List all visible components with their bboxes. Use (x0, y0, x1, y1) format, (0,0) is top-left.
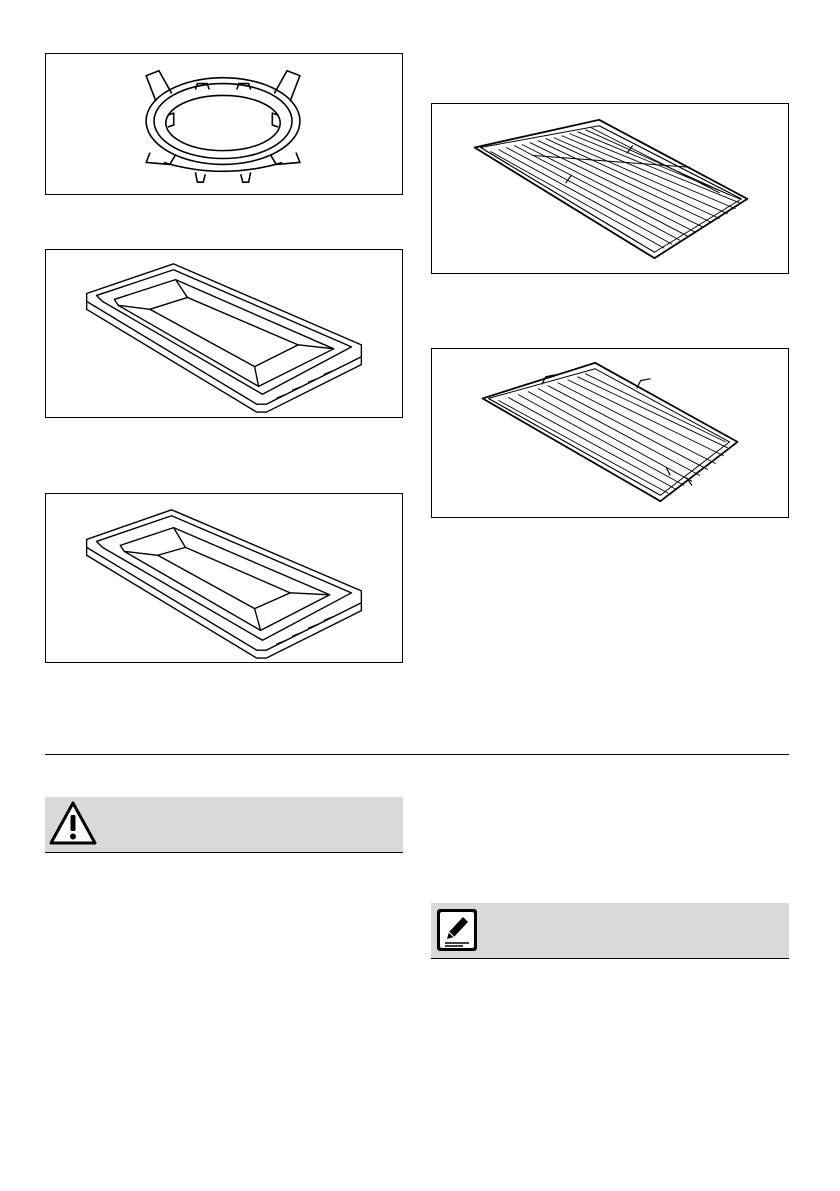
note-notice (431, 903, 789, 959)
figure-shallow-tray (45, 249, 403, 418)
warning-triangle-icon (47, 799, 99, 849)
deep-tray-illustration (46, 494, 402, 662)
figure-oven-rack (431, 348, 789, 518)
shallow-tray-illustration (46, 250, 402, 417)
oven-rack-illustration (432, 349, 788, 517)
note-pencil-icon (435, 907, 479, 953)
figure-deep-tray (45, 493, 403, 663)
pan-support-illustration (46, 54, 402, 194)
section-divider (45, 754, 789, 755)
grill-rack-illustration (432, 104, 788, 273)
figure-pan-support (45, 53, 403, 195)
warning-notice (45, 797, 403, 853)
figure-grill-rack (431, 103, 789, 274)
